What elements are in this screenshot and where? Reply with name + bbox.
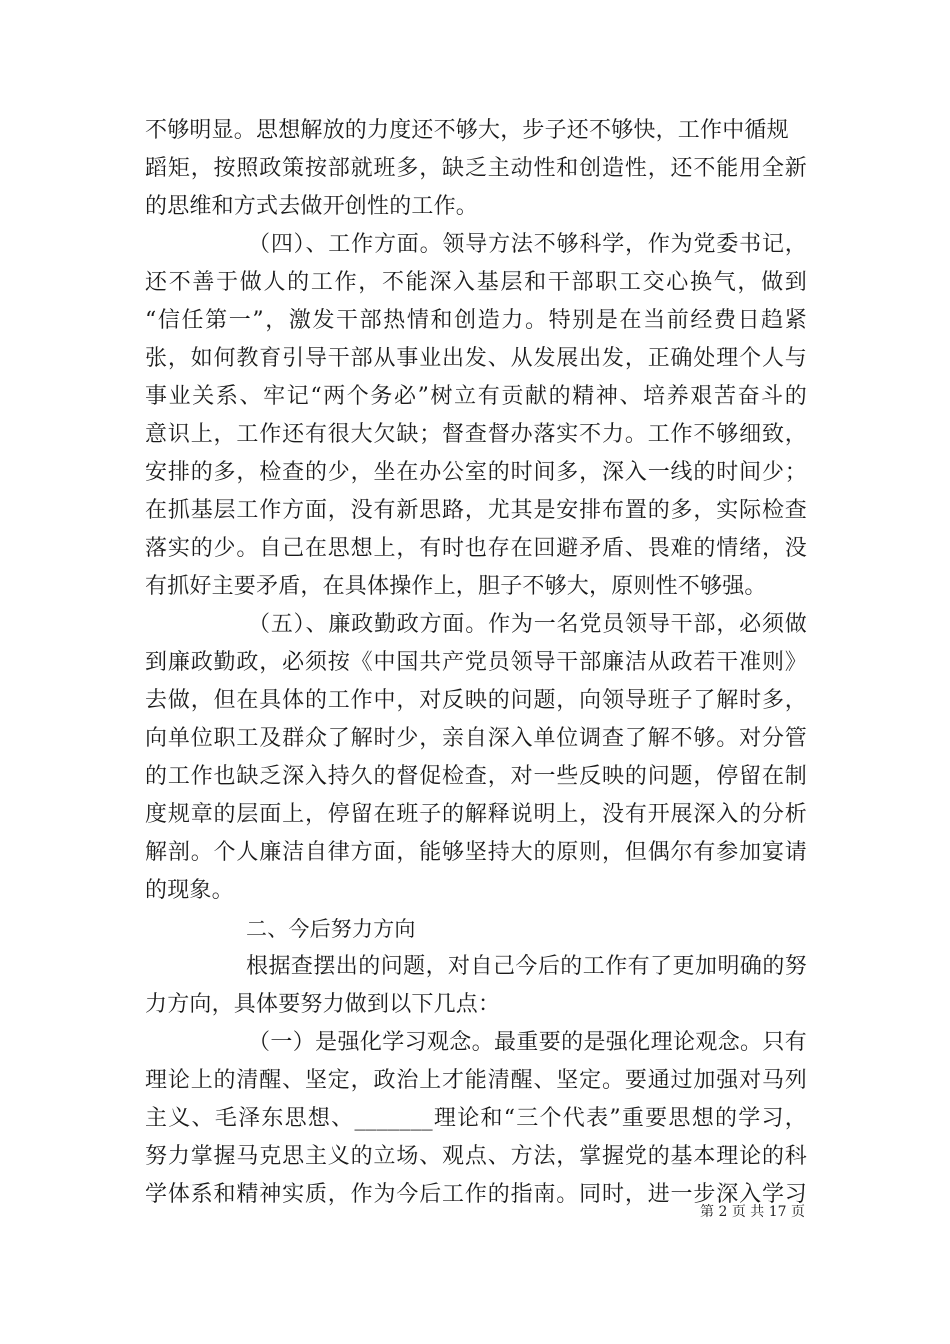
text-line: “信任第一”，激发干部热情和创造力。特别是在当前经费日趋紧 [145,308,807,333]
text-line: 蹈矩，按照政策按部就班多，缺乏主动性和创造性，还不能用全新 [145,156,807,181]
text-line: 在抓基层工作方面，没有新思路，尤其是安排布置的多，实际检查 [145,498,807,523]
paragraph-first-line: （一）是强化学习观念。最重要的是强化理论观念。只有 [248,1030,807,1055]
text-line: 努力掌握马克思主义的立场、观点、方法，掌握党的基本理论的科 [145,1144,807,1169]
text-line: 度规章的层面上，停留在班子的解释说明上，没有开展深入的分析 [145,802,807,827]
text-line: 安排的多，检查的少，坐在办公室的时间多，深入一线的时间少； [145,460,807,485]
text-line: 有抓好主要矛盾，在具体操作上，胆子不够大，原则性不够强。 [145,574,767,599]
text-line: 还不善于做人的工作，不能深入基层和干部职工交心换气，做到 [145,270,807,295]
text-line: 事业关系、牢记“两个务必”树立有贡献的精神、培养艰苦奋斗的 [145,384,807,409]
text-line: 的现象。 [145,878,234,903]
text-line: 意识上，工作还有很大欠缺；督查督办落实不力。工作不够细致， [145,422,807,447]
paragraph-first-line: （四）、工作方面。领导方法不够科学，作为党委书记， [248,232,807,257]
text-line: 不够明显。思想解放的力度还不够大，步子还不够快，工作中循规 [145,118,789,143]
text-line: 解剖。个人廉洁自律方面，能够坚持大的原则，但偶尔有参加宴请 [145,840,807,865]
text-line: 落实的少。自己在思想上，有时也存在回避矛盾、畏难的情绪，没 [145,536,807,561]
text-line: 学体系和精神实质，作为今后工作的指南。同时，进一步深入学习 [145,1182,807,1207]
text-line: 向单位职工及群众了解时少，亲自深入单位调查了解不够。对分管 [145,726,807,751]
paragraph-first-line: （五）、廉政勤政方面。作为一名党员领导干部，必须做 [248,612,807,637]
page-number-footer: 第 2 页 共 17 页 [700,1204,805,1220]
text-line: 主义、毛泽东思想、_______理论和“三个代表”重要思想的学习， [145,1106,807,1131]
text-line: 去做，但在具体的工作中，对反映的问题，向领导班子了解时多， [145,688,807,713]
text-line: 力方向，具体要努力做到以下几点： [145,992,501,1017]
text-line: 的工作也缺乏深入持久的督促检查，对一些反映的问题，停留在制 [145,764,807,789]
text-line: 到廉政勤政，必须按《中国共产党员领导干部廉洁从政若干准则》 [145,650,807,675]
section-heading: 二、今后努力方向 [246,917,416,941]
text-line: 张，如何教育引导干部从事业出发、从发展出发，正确处理个人与 [145,346,807,371]
text-line: 的思维和方式去做开创性的工作。 [145,194,479,219]
paragraph-first-line: 根据查摆出的问题，对自己今后的工作有了更加明确的努 [246,954,807,979]
text-line: 理论上的清醒、坚定，政治上才能清醒、坚定。要通过加强对马列 [145,1068,807,1093]
